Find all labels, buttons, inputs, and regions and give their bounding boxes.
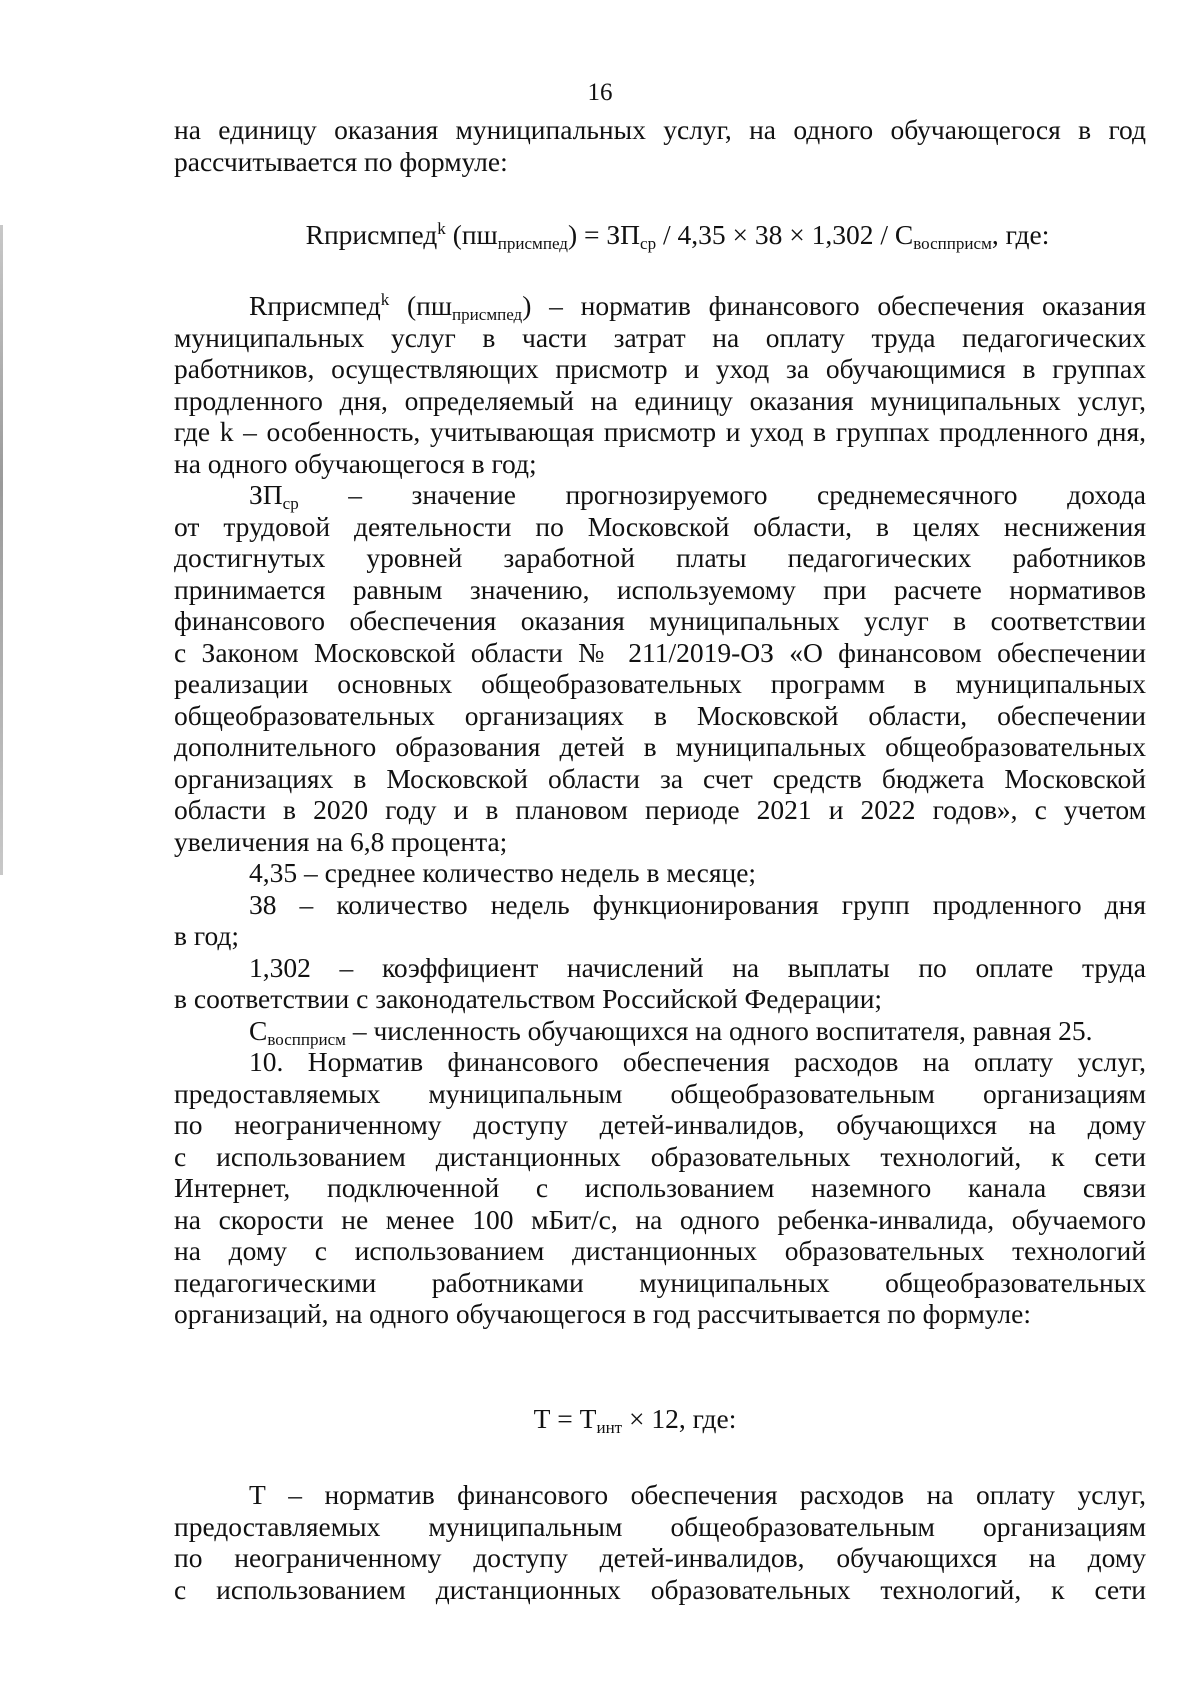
definitions-block <box>174 290 1146 1330</box>
text-line: достигнутых уровней заработной платы педагогических работников <box>174 542 1146 573</box>
text-line: муниципальных услуг в части затрат на оплату труда педагогических <box>174 321 1146 353</box>
text-line: на дому с использованием дистанционных образовательных технологий <box>174 1235 1146 1266</box>
text-line: по неограниченному доступу детей-инвалидов, обучающихся на дому <box>174 1542 1146 1573</box>
text-line: от трудовой деятельности по Московской области, в целях неснижения <box>174 510 1146 542</box>
text-line: организаций, на одного обучающегося в год рассчитывается по формуле: <box>174 1298 1031 1329</box>
definition-zp-first-line: $ЗП_{ср}$ – значение прогнозируемого среднемесячного дохода <box>249 479 1146 514</box>
text-line: продленного дня, определяемый на единицу оказания муниципальных услуг, <box>174 384 1146 416</box>
text-line: по неограниченному доступу детей-инвалидов, обучающихся на дому <box>174 1109 1146 1140</box>
text-line: в соответствии с законодательством Российской Федерации; <box>174 983 883 1014</box>
intro-paragraph <box>174 114 1146 177</box>
formula-r-prismped: Rприсмпед$^k$ $(пш_{присмпед}) = ЗП_{ср} / 4,35 \times 38 \times 1,302 / С_{воспприсм}$, где: <box>305 218 1050 254</box>
definition-r-first-line: Rприсмпед$^k$ $(пш_{присмпед})$ – норматив финансового обеспечения оказания <box>249 289 1146 325</box>
page-number: 16 <box>587 79 613 106</box>
text-line: предоставляемых муниципальным общеобразовательным организациям <box>174 1510 1146 1542</box>
definition-38-first-line: 38 – количество недель функционирования групп продленного дня <box>249 888 1146 920</box>
text-line: на единицу оказания муниципальных услуг, на одного обучающегося в год <box>174 114 1146 145</box>
definition-t-block <box>174 1479 1146 1605</box>
text-line: с использованием дистанционных образовательных технологий, к сети <box>174 1140 1146 1172</box>
text-line: реализации основных общеобразовательных программ в муниципальных <box>174 668 1146 699</box>
text-line: на скорости не менее 100 мБит/с, на одного ребенка-инвалида, обучаемого <box>174 1203 1146 1235</box>
text-line: с использованием дистанционных образовательных технологий, к сети <box>174 1573 1146 1605</box>
text-line: общеобразовательных организациях в Московской области, обеспечении <box>174 699 1146 731</box>
text-line: Интернет, подключенной с использованием наземного канала связи <box>174 1172 1146 1203</box>
formula-t: $Т = Т_{инт} \times 12$, где: <box>533 1403 737 1438</box>
scan-edge-shadow <box>0 225 3 875</box>
text-line: с Законом Московской области № 211/2019-ОЗ «О финансовом обеспечении <box>174 636 1146 668</box>
definition-1302-first-line: 1,302 – коэффициент начислений на выплаты по оплате труда <box>249 951 1146 983</box>
definition-t-first-line: Т – норматив финансового обеспечения расходов на оплату услуг, <box>249 1479 1146 1510</box>
text-line: организациях в Московской области за счет средств бюджета Московской <box>174 762 1146 794</box>
text-line: рассчитывается по формуле: <box>174 145 508 177</box>
text-line: работников, осуществляющих присмотр и уход за обучающимися в группах <box>174 353 1146 384</box>
text-line: в год; <box>174 920 240 951</box>
definition-435: 4,35 – среднее количество недель в месяце; <box>249 857 757 888</box>
paragraph-10-first-line: 10. Норматив финансового обеспечения расходов на оплату услуг, <box>249 1046 1146 1077</box>
text-line: области в 2020 году и в плановом периоде 2021 и 2022 годов», с учетом <box>174 794 1146 825</box>
text-line: принимается равным значению, используемому при расчете нормативов <box>174 573 1146 605</box>
text-line: где k – особенность, учитывающая присмотр и уход в группах продленного дня, <box>174 416 1146 447</box>
text-line: дополнительного образования детей в муниципальных общеобразовательных <box>174 731 1146 762</box>
text-line: на одного обучающегося в год; <box>174 447 537 479</box>
text-line: педагогическими работниками муниципальных общеобразовательных <box>174 1266 1146 1298</box>
text-line: финансового обеспечения оказания муниципальных услуг в соответствии <box>174 605 1146 636</box>
text-line: увеличения на 6,8 процента; <box>174 825 508 857</box>
text-line: предоставляемых муниципальным общеобразовательным организациям <box>174 1077 1146 1109</box>
definition-c: $С_{воспприсм}$ – численность обучающихся на одного воспитателя, равная 25. <box>249 1014 1093 1049</box>
